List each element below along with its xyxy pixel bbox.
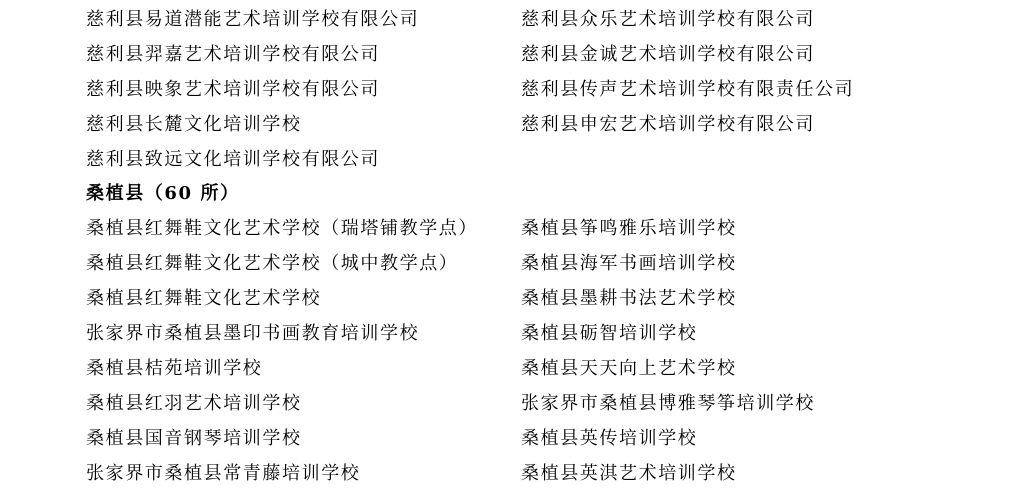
school-name: 慈利县众乐艺术培训学校有限公司	[521, 9, 815, 30]
list-row	[0, 316, 1016, 351]
section-heading-sangzhi: 桑植县（60 所）	[86, 183, 240, 204]
school-name: 慈利县传声艺术培训学校有限责任公司	[521, 79, 855, 100]
school-name: 张家界市桑植县常青藤培训学校	[86, 463, 361, 484]
school-name: 桑植县红舞鞋文化艺术学校	[86, 288, 322, 309]
list-row	[0, 456, 1016, 491]
school-name: 慈利县申宏艺术培训学校有限公司	[521, 114, 815, 135]
list-row	[0, 142, 1016, 177]
school-name: 桑植县天天向上艺术学校	[521, 358, 737, 379]
school-name: 慈利县羿嘉艺术培训学校有限公司	[86, 44, 380, 65]
list-row	[0, 351, 1016, 386]
school-name: 桑植县海军书画培训学校	[521, 253, 737, 274]
school-name: 张家界市桑植县博雅琴筝培训学校	[521, 393, 815, 414]
school-name: 桑植县墨耕书法艺术学校	[521, 288, 737, 309]
school-name: 桑植县红羽艺术培训学校	[86, 393, 302, 414]
school-name: 桑植县英传培训学校	[521, 428, 698, 449]
school-name: 桑植县砺智培训学校	[521, 323, 698, 344]
school-name: 桑植县筝鸣雅乐培训学校	[521, 218, 737, 239]
list-row	[0, 72, 1016, 107]
school-name: 慈利县致远文化培训学校有限公司	[86, 149, 380, 170]
school-name: 慈利县映象艺术培训学校有限公司	[86, 79, 380, 100]
school-name: 桑植县桔苑培训学校	[86, 358, 263, 379]
school-name: 桑植县英淇艺术培训学校	[521, 463, 737, 484]
list-row	[0, 211, 1016, 246]
school-name: 桑植县红舞鞋文化艺术学校（城中教学点）	[86, 253, 459, 274]
list-row	[0, 281, 1016, 316]
school-name: 桑植县红舞鞋文化艺术学校（瑞塔铺教学点）	[86, 218, 478, 239]
school-name: 慈利县长麓文化培训学校	[86, 114, 302, 135]
list-row	[0, 246, 1016, 281]
school-name: 慈利县金诚艺术培训学校有限公司	[521, 44, 815, 65]
school-name: 桑植县国音钢琴培训学校	[86, 428, 302, 449]
school-name: 张家界市桑植县墨印书画教育培训学校	[86, 323, 420, 344]
list-row	[0, 2, 1016, 37]
list-row	[0, 107, 1016, 142]
school-name: 慈利县易道潜能艺术培训学校有限公司	[86, 9, 420, 30]
list-row	[0, 37, 1016, 72]
list-row	[0, 421, 1016, 456]
list-row	[0, 386, 1016, 421]
